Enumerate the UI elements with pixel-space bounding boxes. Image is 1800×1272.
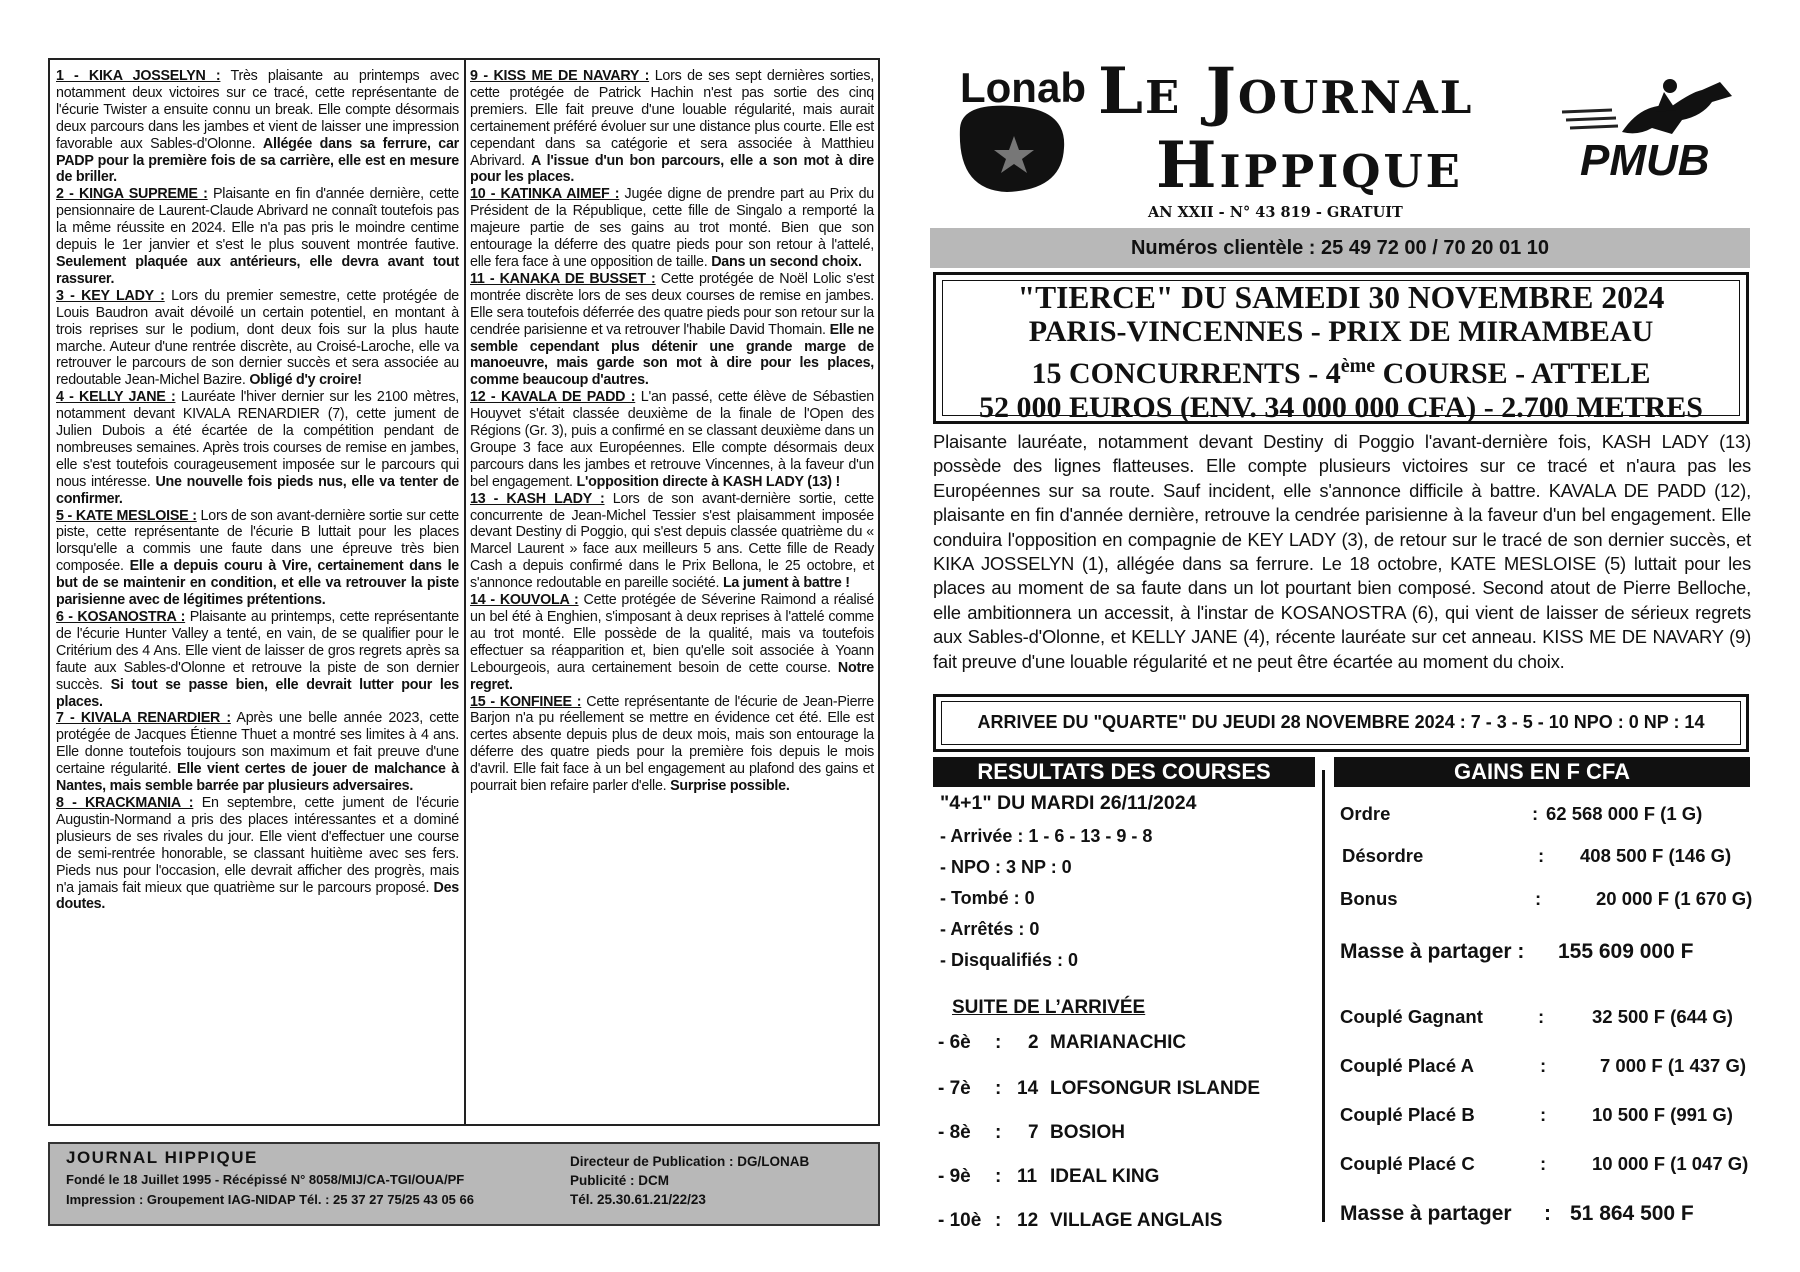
- results-divider: [1322, 770, 1325, 1222]
- gains-title: GAINS EN F CFA: [1334, 757, 1750, 787]
- race-title-line3: 15 CONCURRENTS - 4ème COURSE - ATTELE: [1031, 355, 1651, 390]
- suite-title: SUITE DE L’ARRIVÉE: [952, 997, 1146, 1018]
- horse-entry: 5 - KATE MESLOISE : Lors de son avant-dernière sortie sur cette piste, cette représentante de l'écurie B luttait pour les places lorsqu'elle a commis une faute dans une épreuve très bien composée. Elle a depuis couru à Vire, certainement dans le but de se maintenir en condition, et elle va retrouver la piste parisienne avec de légitimes prétentions.: [56, 507, 459, 609]
- horse-entry: 2 - KINGA SUPREME : Plaisante en fin d'année dernière, cette pensionnaire de Laurent-Claude Abrivard ne connaît toutefois pas la même réussite en 2024. Elle n'a pas pris le moindre centime depuis le 1er janvier et s'est le plus souvent montrée fautive. Seulement plaquée aux antérieurs, elle devra avant tout rassurer.: [56, 186, 459, 287]
- result-line: - Arrivée : 1 - 6 - 13 - 9 - 8: [940, 826, 1153, 846]
- quarte-arrival-text: ARRIVEE DU "QUARTE" DU JEUDI 28 NOVEMBRE 2024 : 7 - 3 - 5 - 10 NPO : 0 NP : 14: [941, 701, 1741, 745]
- results-title: RESULTATS DES COURSES: [933, 757, 1315, 787]
- issue-number: AN XXII - N° 43 819 - GRATUIT: [1148, 204, 1403, 221]
- customer-phone-bar: Numéros clientèle : 25 49 72 00 / 70 20 01 10: [930, 228, 1750, 268]
- horse-entry: 6 - KOSANOSTRA : Plaisante au printemps, cette représentante de l'écurie Hunter Valley a tenté, en vain, de se qualifier pour le Critérium des 4 Ans. Elle vient de laisser de gros regrets après sa faute aux Sables-d'Olonne et retrouve la piste de son dernier succès. Si tout se passe bien, elle devrait lutter pour les places.: [56, 609, 459, 710]
- journal-title-line2: Hippique: [1156, 128, 1463, 203]
- result-line: - Arrêtés : 0: [940, 919, 1040, 939]
- horse-commentary-box: [48, 58, 880, 1126]
- journal-title-line1: Le Journal: [1098, 54, 1474, 129]
- footer-director: Directeur de Publication : DG/LONAB: [570, 1154, 810, 1169]
- pmub-wordmark: PMUB: [1580, 136, 1710, 185]
- horse-entry: 14 - KOUVOLA : Cette protégée de Séverine Raimond a réalisé un bel été à Enghien, s'imposant à deux reprises à l'attelé comme au trot monté. Elle possède de la qualité, mais va toutefois effectuer sa réapparition et, bien qu'elle soit associée à Yoann Lebourgeois, aura certainement besoin de cette course. Notre regret.: [470, 592, 875, 693]
- quarte-arrival-box: [933, 694, 1749, 752]
- result-line: - Tombé : 0: [940, 888, 1035, 908]
- result-line: - Disqualifiés : 0: [940, 950, 1079, 970]
- race-title-line1: "TIERCE" DU SAMEDI 30 NOVEMBRE 2024: [1017, 280, 1665, 315]
- race-title-line2: PARIS-VINCENNES - PRIX DE MIRAMBEAU: [1028, 315, 1654, 348]
- horse-entry: 10 - KATINKA AIMEF : Jugée digne de prendre part au Prix du Président de la République, cette fille de Singalo a remporté la majeure partie de ses gains au trot monté. Bien que son entourage la déferre des quatre pieds pour son retour à l'attelé, elle fera face à une opposition de taille. Dans un second choix.: [470, 186, 874, 270]
- race-summary: Plaisante lauréate, notamment devant Destiny di Poggio l'avant-dernière fois, KASH LADY (13) possède des lignes flatteuses. Elle compte plusieurs victoires sur ce tracé et n'aura pas les Européennes sur sa route. Sauf incident, elle s'annonce difficile à battre. KAVALA DE PADD (12), plaisante en fin d'année dernière, retrouve la cendrée parisienne à la faveur d'un bel engagement. Elle conduira l'opposition en compagnie de KEY LADY (3), de retour sur le tracé de son dernier succès, et KIKA JOSSELYN (1), allégée dans sa ferrure. Le 18 octobre, KATE MESLOISE (5) luttait pour les places au moment de sa faute dans un lot pourtant bien composé. Second atout de Pierre Belloche, elle ambitionnera un accessit, à l'instar de KOSANOSTRA (6), qui vient de laisser de sérieux regrets aux Sables-d'Olonne, et KELLY JANE (4), récente lauréate sur cet anneau. KISS ME DE NAVARY (9) fait preuve d'une louable régularité et ne peut être écartée au moment du choix.: [933, 431, 1751, 672]
- publication-footer: [48, 1142, 880, 1226]
- column-divider: [464, 60, 466, 1124]
- horse-entry: 1 - KIKA JOSSELYN : Très plaisante au printemps avec notamment deux victoires sur ce tracé, cette représentante de l'écurie Twister a ensuite connu un break. Elle compte désormais deux parcours dans les jambes et vient de laisser une impression favorable aux Sables-d'Olonne. Allégée dans sa ferrure, car PADP pour la première fois de sa carrière, elle est en mesure de briller.: [56, 68, 459, 186]
- results-subtitle: "4+1" DU MARDI 26/11/2024: [940, 792, 1197, 814]
- commentary-column-1: [56, 68, 459, 1118]
- result-line: - NPO : 3 NP : 0: [940, 857, 1072, 877]
- horse-entry: 9 - KISS ME DE NAVARY : Lors de ses sept dernières sorties, cette protégée de Patrick Hachin n'est pas sortie des cinq premiers. Elle fait preuve d'une louable régularité, mais aurait certainement préféré évoluer sur une distance plus courte. Elle est cependant dans sa catégorie et sera associée à Matthieu Abrivard. A l'issue d'un bon parcours, elle a son mot à dire pour les places.: [470, 68, 874, 186]
- horse-entry: 13 - KASH LADY : Lors de son avant-dernière sortie, cette concurrente de Jean-Michel Tessier s'est plaisamment imposée devant Destiny di Poggio, qui s'est depuis classée quatrième du « Marcel Laurent » face aux meilleurs 5 ans. Cette fille de Ready Cash a depuis confirmé dans le Prix Bellona, le 25 octobre, et s'annonce redoutable en pareille société. La jument à battre !: [470, 490, 875, 592]
- horse-entry: 8 - KRACKMANIA : En septembre, cette jument de l'écurie Augustin-Normand a pris des places intéressantes et a dominé plusieurs de ses rivales du jour. Elle vient d'effectuer une course de semi-rentrée honorable, se classant huitième avec ses fers. Pieds nus pour l'occasion, elle devrait afficher des progrès, mais n'a jamais fait mieux que quatrième sur le parcours proposé. Des doutes.: [56, 794, 459, 913]
- footer-printing: Impression : Groupement IAG-NIDAP Tél. : 25 37 27 75/25 43 05 66: [66, 1192, 474, 1207]
- race-title-line4: 52 000 EUROS (ENV. 34 000 000 CFA) - 2.700 METRES: [979, 391, 1703, 424]
- masthead: [930, 40, 1760, 220]
- footer-phone: Tél. 25.30.61.21/22/23: [570, 1192, 706, 1207]
- horse-entry: 4 - KELLY JANE : Lauréate l'hiver dernier sur les 2100 mètres, notamment devant KIVALA RENARDIER (7), cette jument de Julien Dubois a été écartée de la compétition pendant de nombreuses semaines. Après trois courses de remise en jambes, elle s'est toutefois courageusement imposée sur le parcours qui nous intéresse. Une nouvelle fois pieds nus, elle va tenter de confirmer.: [56, 389, 459, 507]
- commentary-column-2: [470, 68, 874, 1118]
- horse-entry: 11 - KANAKA DE BUSSET : Cette protégée de Noël Lolic s'est montrée discrète lors de ses deux courses de remise en jambes. Elle sera toutefois déferrée des quatre pieds pour son retour sur la cendrée parisienne et va retrouver l'habile David Thomain. Elle ne semble cependant plus détenir une grande marge de manoeuvre, mais garde son mot à dire pour les places, comme beaucoup d'autres.: [470, 270, 875, 389]
- race-title-box: [933, 272, 1749, 424]
- footer-advertising: Publicité : DCM: [570, 1173, 670, 1188]
- horse-entry: 15 - KONFINEE : Cette représentante de l'écurie de Jean-Pierre Barjon n'a pu réellement se mettre en évidence cet été. Elle est certes absente depuis plus de deux mois, mais son entourage la déferre des quatre pieds pour la première fois depuis le mois d'avril. Elle fait face à un bel engagement au plafond des gains et pourrait bien refaire parler d'elle. Surprise possible.: [470, 693, 874, 795]
- lonab-logo-icon: [952, 98, 1072, 198]
- footer-title: JOURNAL HIPPIQUE: [66, 1148, 258, 1167]
- footer-founded: Fondé le 18 Juillet 1995 - Récépissé N° 8058/MIJ/CA-TGI/OUA/PF: [66, 1172, 465, 1187]
- horse-entry: 12 - KAVALA DE PADD : L'an passé, cette élève de Sébastien Houyvet s'était classée deuxième de la finale de l'Open des Régions (Gr. 3), puis a confirmé en se classant deuxième dans un Groupe 3 face aux Européennes. Elle compte désormais deux parcours dans les jambes et retrouve Vincennes, à la faveur d'un bel engagement. L'opposition directe à KASH LADY (13) !: [470, 389, 874, 490]
- horse-entry: 7 - KIVALA RENARDIER : Après une belle année 2023, cette protégée de Jacques Étienne Thuet a montré ses limites à 4 ans. Elle donne toutefois toujours son maximum et fait preuve d'une certaine régularité. Elle vient certes de jouer de malchance à Nantes, mais semble barrée par plusieurs adversaires.: [56, 710, 459, 795]
- lonab-wordmark: Lonab: [960, 64, 1086, 111]
- horse-entry: 3 - KEY LADY : Lors du premier semestre, cette protégée de Louis Baudron avait dévoilé un certain potentiel, en montant à trois reprises sur le podium, dont deux fois sur la plus haute marche. Auteur d'une rentrée discrète, au Croisé-Laroche, elle va retrouver le parcours de son dernier succès et sera associée au redoutable Jean-Michel Bazire. Obligé d'y croire!: [56, 287, 459, 389]
